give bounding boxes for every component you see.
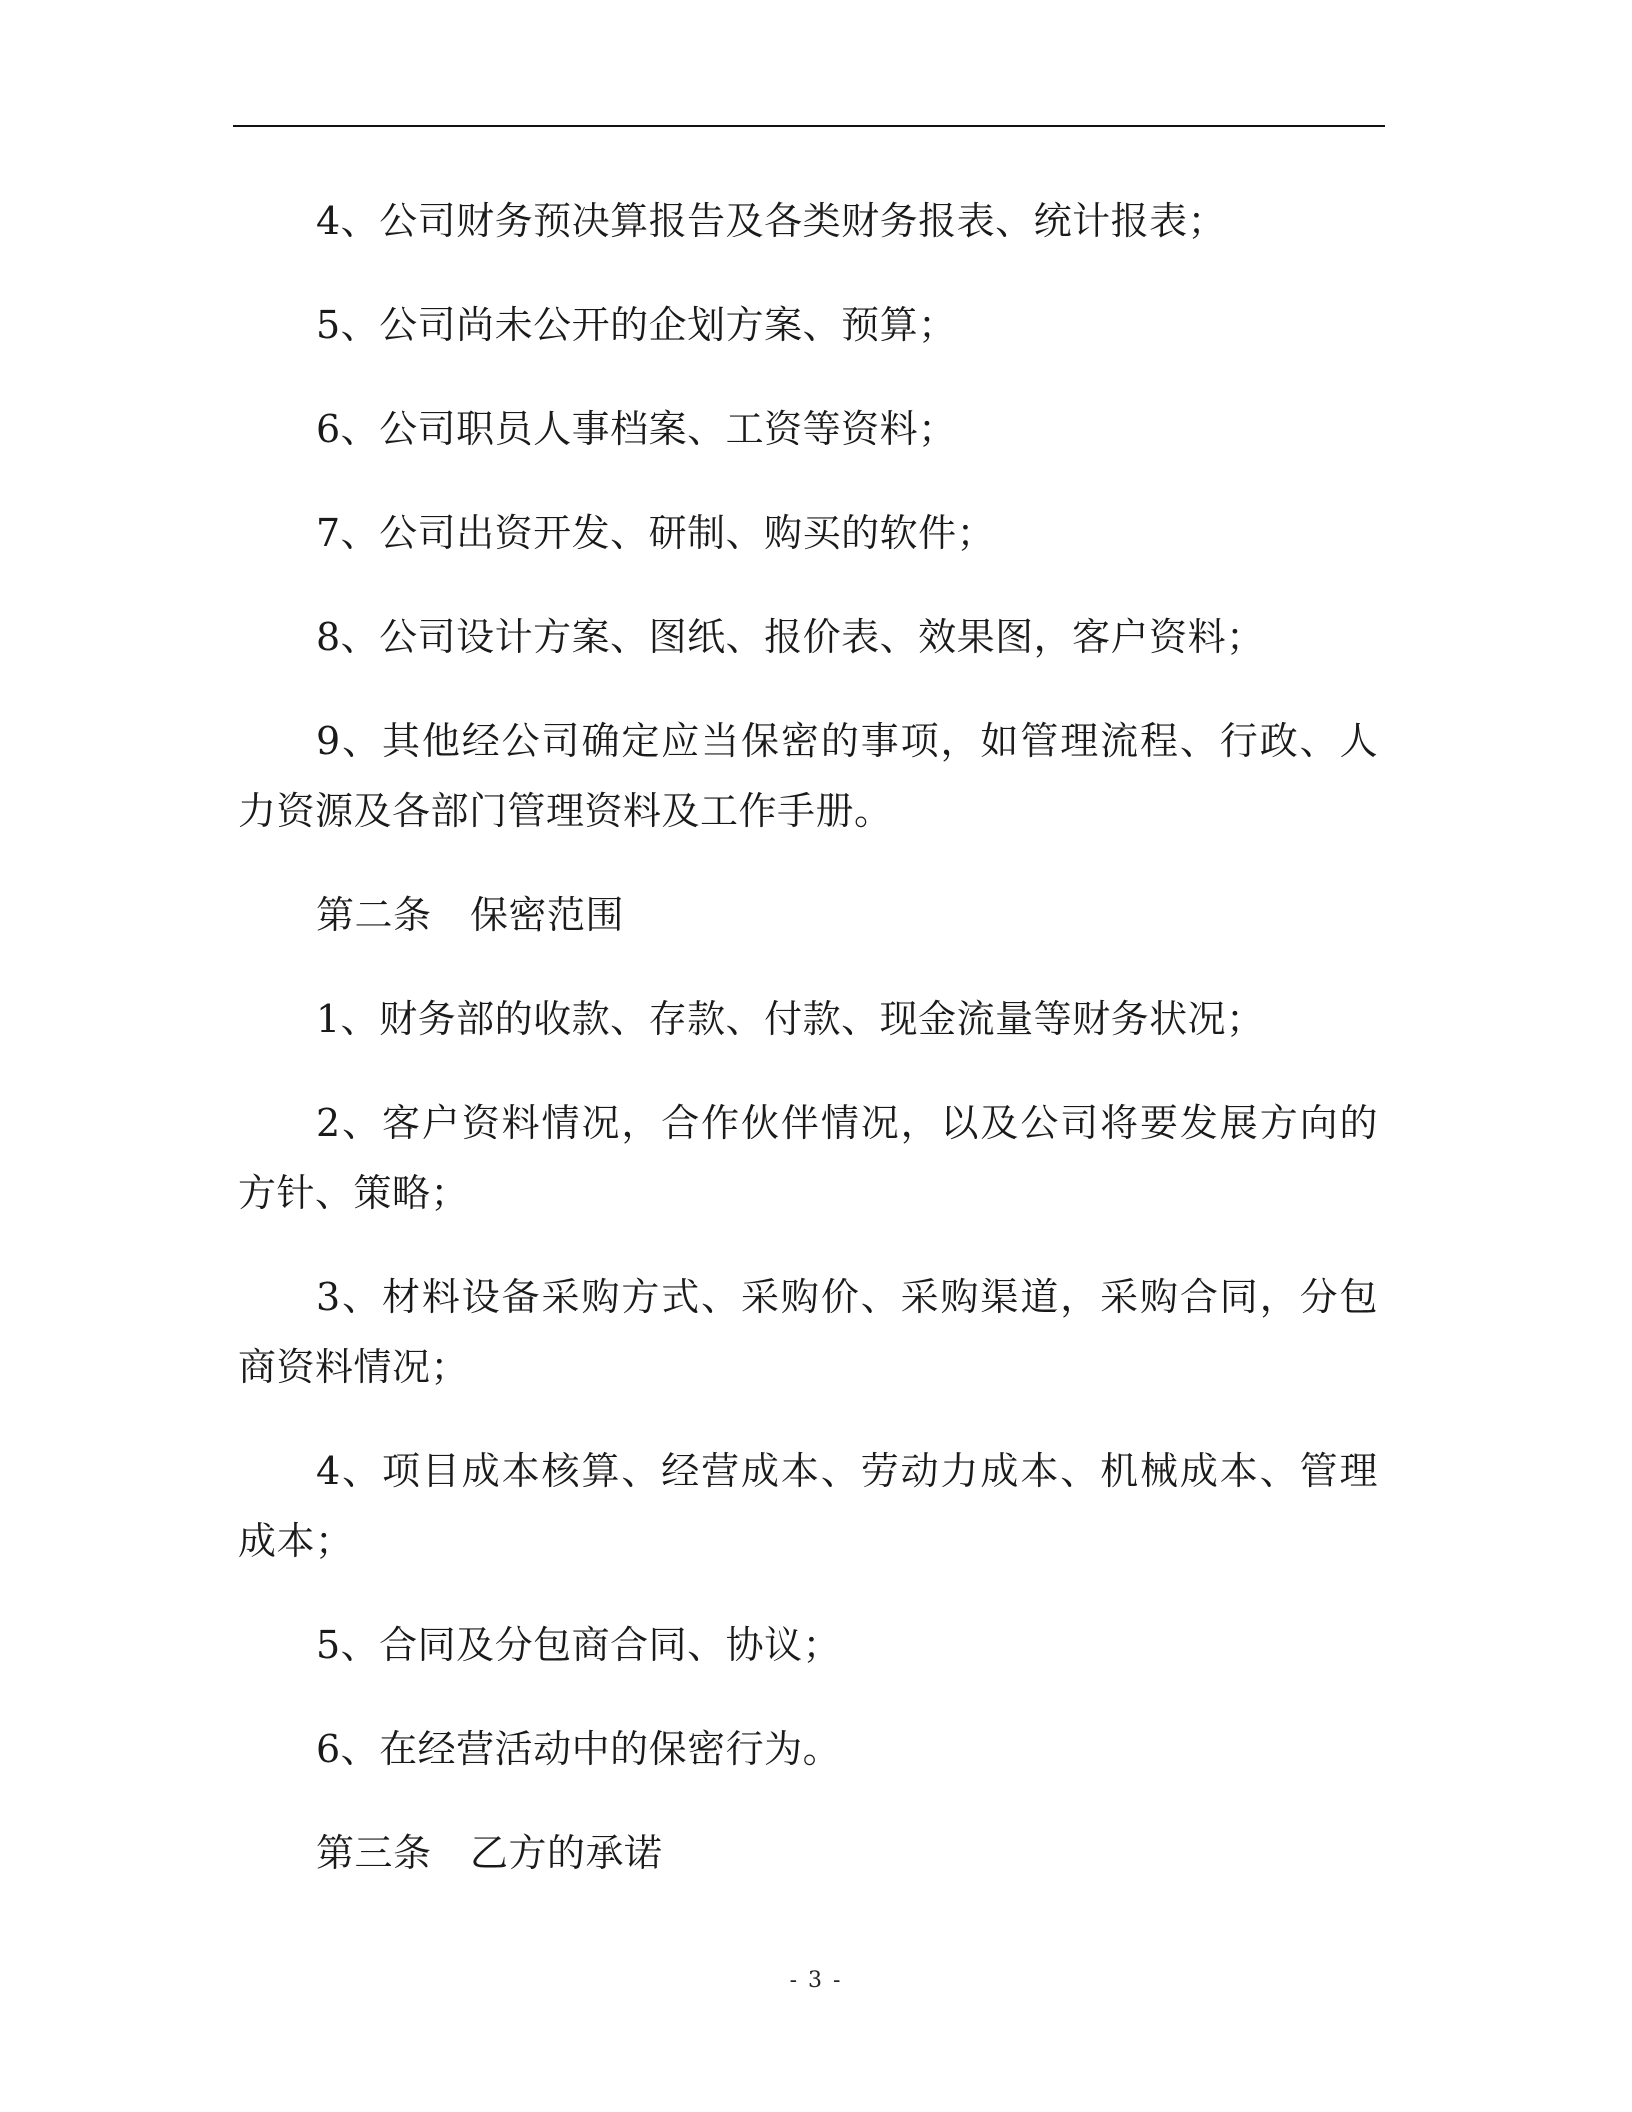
document-body — [238, 186, 1378, 1922]
section-heading-2: 第二条 保密范围 — [316, 893, 625, 937]
paragraph-item-6: 6、公司职员人事档案、工资等资料； — [316, 407, 957, 451]
scope-item-4: 4、项目成本核算、经营成本、劳动力成本、机械成本、管理成本； — [238, 1449, 1378, 1563]
scope-item-2: 2、客户资料情况，合作伙伴情况，以及公司将要发展方向的方针、策略； — [238, 1101, 1378, 1215]
paragraph-item-9: 9、其他经公司确定应当保密的事项，如管理流程、行政、人力资源及各部门管理资料及工作手册。 — [238, 719, 1378, 833]
scope-item-6: 6、在经营活动中的保密行为。 — [316, 1727, 842, 1771]
header-rule — [233, 125, 1385, 127]
paragraph-item-7: 7、公司出资开发、研制、购买的软件； — [316, 511, 996, 555]
page-number: - 3 - — [789, 1968, 843, 1993]
scope-item-5: 5、合同及分包商合同、协议； — [316, 1623, 842, 1667]
scope-item-1: 1、财务部的收款、存款、付款、现金流量等财务状况； — [316, 997, 1265, 1041]
section-heading-3: 第三条 乙方的承诺 — [316, 1831, 663, 1875]
scope-item-3: 3、材料设备采购方式、采购价、采购渠道，采购合同，分包商资料情况； — [238, 1275, 1378, 1389]
paragraph-item-4: 4、公司财务预决算报告及各类财务报表、统计报表； — [316, 199, 1227, 243]
paragraph-item-5: 5、公司尚未公开的企划方案、预算； — [316, 303, 957, 347]
paragraph-item-8: 8、公司设计方案、图纸、报价表、效果图，客户资料； — [316, 615, 1265, 659]
